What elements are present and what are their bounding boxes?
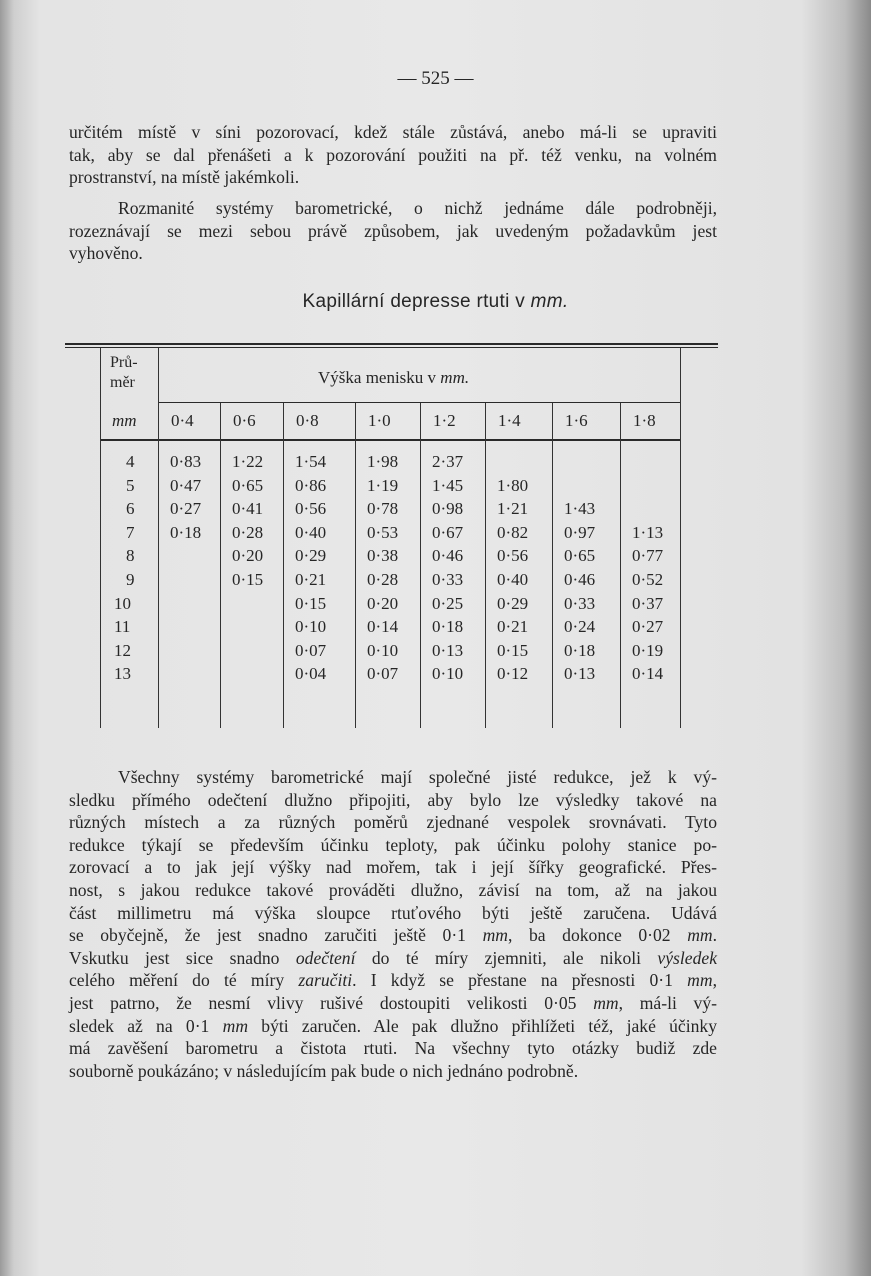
table-cell: 0·07 [295,640,327,660]
table-cell: 1·22 [232,452,264,471]
text-line: Všechny systémy barometrické mají společné jisté redukce, jež k vý- [118,767,717,787]
column-divider [220,403,221,728]
text-line: různých místech a za různých poměrů zjednané vespolek srovnávati. Tyto [69,812,717,833]
table-cell: 0·27 [632,617,664,637]
text-line: prostranství, na místě jakémkoli. [69,167,300,188]
table-cell: 0·86 [295,475,327,495]
column-divider [158,348,159,728]
text-line: určitém místě v síni pozorovací, kdež stále zůstává, anebo má-li se upraviti [69,122,717,142]
column-divider [620,403,621,728]
text-line: nost, s jakou redukce takové prováděti dlužno, závisí na tom, až na jakou [69,880,717,900]
table-cell: 0·56 [497,546,529,566]
header-bottom-rule [100,439,680,441]
table-cell: 1·45 [432,475,464,495]
text-line: se obyčejně, že jest snadno zaručiti ještě 0·1 mm, ba dokonce 0·02 mm. [69,925,718,946]
table-cell: 0·83 [170,452,202,471]
table-cell: 0·15 [497,640,529,660]
diameter-header: Prů- [110,354,138,371]
table-cell: 0·13 [432,640,464,660]
column-divider [680,348,681,728]
table-cell: 1·54 [295,452,327,471]
table-title-unit: mm. [530,291,569,312]
row-diameter: 5 [126,475,135,495]
text-line: Vskutku jest sice snadno odečtení do té míry zjemniti, ale nikoli výsledek [69,947,717,968]
table-cell: 0·10 [295,617,327,637]
row-diameter: 8 [126,546,135,566]
table-cell: 2·37 [432,452,464,471]
text-line: má zavěšení barometru a čistota rtuti. Na všechny tyto otázky budiž zde [69,1038,717,1059]
table-cell: 0·65 [232,475,264,495]
table-cell: 0·65 [564,546,596,566]
table-cell: 0·21 [295,570,327,589]
text-line: sledku přímého odečtení dlužno připojiti, aby bylo lze výsledky takové na [69,789,717,810]
table-cell: 0·18 [432,617,464,637]
table-cell: 0·28 [232,522,264,542]
page-number: — 525 — [397,68,474,89]
table-top-rule [65,343,718,345]
text-line: vyhověno. [69,243,143,264]
table-cell: 0·21 [497,617,529,637]
text-line: souborně poukázáno; v následujícím pak bude o nich jednáno podrobně. [69,1060,579,1081]
table-cell: 0·15 [232,570,264,589]
diameter-header-2: měr [110,374,135,391]
table-cell: 0·77 [632,546,664,566]
table-cell: 0·41 [232,499,264,519]
column-divider [355,403,356,728]
table-cell: 0·56 [295,499,327,519]
table-cell: 0·78 [367,499,399,519]
table-cell: 0·20 [232,546,264,566]
height-header [318,368,469,388]
column-header: 0·6 [233,411,256,430]
row-diameter: 12 [114,640,131,660]
table-cell: 0·04 [295,664,327,684]
table-cell: 0·28 [367,570,399,589]
table-cell: 0·29 [295,546,327,566]
row-diameter: 7 [126,522,135,542]
table-cell: 1·80 [497,475,529,495]
column-header: 0·8 [296,411,319,430]
table-cell: 0·25 [432,593,464,613]
table-cell: 0·67 [432,522,464,542]
column-header: 0·4 [171,411,194,430]
text-line: rozeznávají se mezi sebou právě způsobem, jak uvedeným požadavkům jest [69,220,717,241]
row-diameter: 9 [126,570,135,589]
table-cell: 0·47 [170,475,202,495]
table-cell: 1·19 [367,475,399,495]
table-top-rule-2 [65,347,718,348]
table-cell: 0·18 [170,522,202,542]
table-cell: 0·52 [632,570,664,589]
table-cell: 0·37 [632,593,664,613]
table-cell: 0·15 [295,593,327,613]
table-cell: 0·82 [497,522,529,542]
table-cell: 1·21 [497,499,529,519]
table-cell: 0·53 [367,522,399,542]
table-cell: 0·97 [564,522,596,542]
table-cell: 1·98 [367,452,399,471]
text-line: zorovací a to jak její výšky nad mořem, tak i její šířky geografické. Přes- [69,857,717,878]
height-header-text: Výška menisku v [318,368,437,387]
row-diameter: 11 [114,617,131,637]
row-diameter: 13 [114,664,131,684]
column-divider [100,348,101,728]
column-divider [283,403,284,728]
height-header-unit: mm. [440,368,470,387]
column-header: 1·8 [633,411,656,430]
table-cell: 0·10 [432,664,464,684]
column-divider [420,403,421,728]
column-header: 1·2 [433,411,456,430]
header-divider [158,402,680,403]
unit-label: mm [112,411,137,430]
table-cell: 0·46 [564,570,596,589]
column-header: 1·4 [498,411,521,430]
column-header: 1·6 [565,411,588,430]
table-title [0,291,871,313]
text-line: sledek až na 0·1 mm býti zaručen. Ale pak dlužno přihlížeti též, jaké účinky [69,1015,718,1036]
text-line: celého měření do té míry zaručiti. I když se přestane na přesnosti 0·1 mm, [69,970,717,991]
table-cell: 0·07 [367,664,399,684]
table-cell: 0·27 [170,499,202,519]
table-cell: 0·33 [564,593,596,613]
text-line: redukce týkají se především účinku teploty, pak účinku polohy stanice po- [69,834,717,855]
table-cell: 0·18 [564,640,596,660]
table-cell: 0·98 [432,499,464,519]
text-line: část millimetru má výška sloupce rtuťového býti ještě zaručena. Udává [69,902,717,923]
table-cell: 0·10 [367,640,399,660]
table-cell: 1·43 [564,499,596,519]
table-title-text: Kapillární depresse rtuti v [302,291,526,312]
column-header: 1·0 [368,411,391,430]
table-cell: 0·46 [432,546,464,566]
table-cell: 0·20 [367,593,399,613]
table-cell: 0·14 [632,664,664,684]
table-cell: 0·40 [497,570,529,589]
column-divider [485,403,486,728]
table-cell: 0·38 [367,546,399,566]
row-diameter: 10 [114,593,131,613]
table-cell: 0·12 [497,664,529,684]
table-cell: 0·24 [564,617,596,637]
table-cell: 0·14 [367,617,399,637]
text-line: jest patrno, že nesmí vlivy rušivé dostoupiti velikosti 0·05 mm, má-li vý- [69,993,718,1013]
row-diameter: 4 [126,452,135,471]
text-line: tak, aby se dal přenášeti a k pozorování použiti na př. též venku, na volném [69,144,717,165]
table-cell: 1·13 [632,522,664,542]
text-line: Rozmanité systémy barometrické, o nichž jednáme dále podrobněji, [118,198,717,218]
table-cell: 0·40 [295,522,327,542]
table-cell: 0·13 [564,664,596,684]
column-divider [552,403,553,728]
table-cell: 0·29 [497,593,529,613]
table-cell: 0·19 [632,640,664,660]
table-cell: 0·33 [432,570,464,589]
row-diameter: 6 [126,499,135,519]
